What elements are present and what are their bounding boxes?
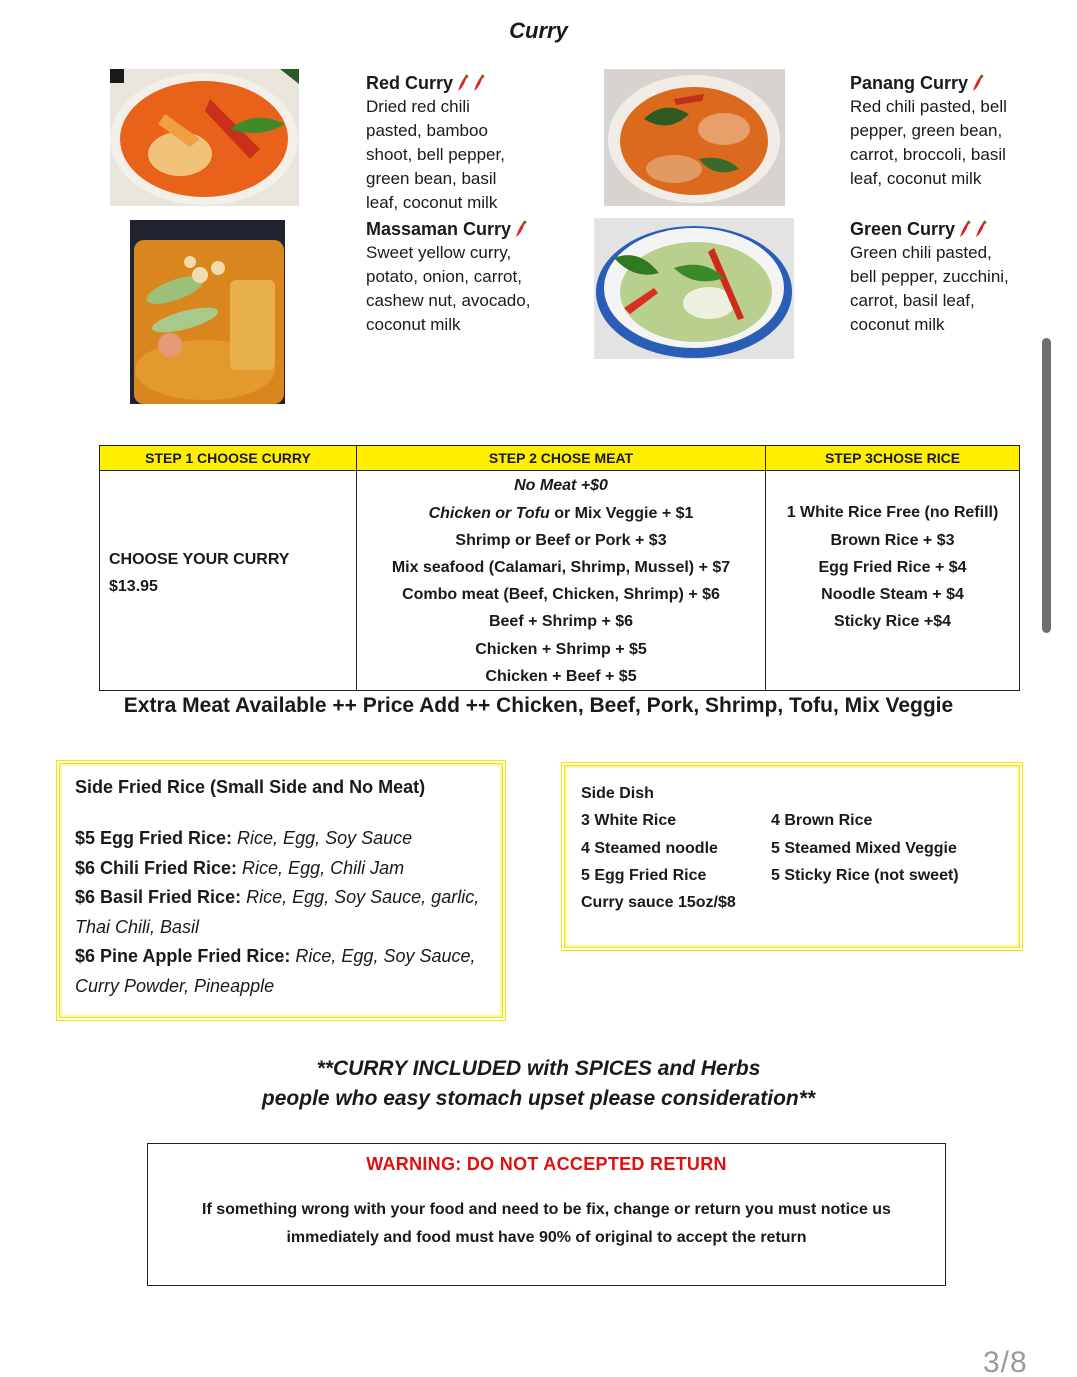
meat-option: Chicken + Beef + $5 <box>485 667 637 685</box>
warning-line: immediately and food must have 90% of original to accept the return <box>286 1229 807 1246</box>
massaman-curry-photo <box>130 220 285 404</box>
spice-note <box>0 1054 1077 1114</box>
side-dish-item: Curry sauce 15oz/$8 <box>581 894 736 912</box>
item-name: $6 Basil Fried Rice: <box>75 887 242 907</box>
curry-desc-line: leaf, coconut milk <box>366 193 498 212</box>
curry-desc-line: coconut milk <box>850 315 945 334</box>
curry-desc-line: leaf, coconut milk <box>850 169 982 188</box>
side-dish-title: Side Dish <box>581 785 654 802</box>
panang-curry-photo <box>604 69 785 206</box>
curry-desc-line: Green chili pasted, <box>850 243 992 262</box>
meat-option-rest: or Mix Veggie + $1 <box>549 504 694 522</box>
side-dish-item: 4 Steamed noodle <box>581 839 718 857</box>
page-title: Curry <box>509 18 568 43</box>
extra-meat-note: Extra Meat Available ++ Price Add ++ Chicken, Beef, Pork, Shrimp, Tofu, Mix Veggie <box>123 694 954 717</box>
item-name: $6 Chili Fried Rice: <box>75 857 238 878</box>
rice-option: Noodle Steam + $4 <box>821 585 964 603</box>
meat-option: Chicken + Shrimp + $5 <box>475 640 647 658</box>
rice-option: Brown Rice + $3 <box>830 531 955 549</box>
panang-curry-item <box>850 71 1050 191</box>
side-dish-grid <box>581 780 1003 916</box>
spice-note-line: people who easy stomach upset please consideration** <box>261 1087 816 1110</box>
curry-label: CHOOSE YOUR CURRY <box>109 550 290 568</box>
list-item <box>75 913 487 943</box>
chili-pepper-icon <box>457 74 469 92</box>
warning-line: If something wrong with your food and need to be fix, change or return you must notice us <box>202 1201 891 1218</box>
item-desc: Rice, Egg, Chili Jam <box>237 857 405 878</box>
curry-desc-line: cashew nut, avocado, <box>366 291 531 310</box>
table-header: STEP 3CHOSE RICE <box>765 446 1019 470</box>
meat-option: Beef + Shrimp + $6 <box>488 613 634 631</box>
chili-pepper-icon <box>959 220 971 238</box>
curry-name: Panang Curry <box>850 73 969 93</box>
curry-desc-line: coconut milk <box>366 315 461 334</box>
item-desc: Rice, Egg, Soy Sauce, <box>290 946 476 966</box>
side-dish-box <box>561 762 1023 951</box>
scrollbar-thumb[interactable] <box>1042 338 1051 633</box>
page-indicator: 3/8 <box>983 1346 1028 1377</box>
side-dish-item: 4 Brown Rice <box>771 812 873 830</box>
green-curry-photo <box>594 218 794 359</box>
item-name: $5 Egg Fried Rice: <box>75 828 233 848</box>
side-fried-title: Side Fried Rice (Small Side and No Meat) <box>75 777 426 797</box>
curry-desc-line: carrot, broccoli, basil <box>850 145 1006 164</box>
chili-pepper-icon <box>515 220 527 238</box>
warning-body <box>148 1196 945 1252</box>
meat-option <box>357 500 765 527</box>
curry-desc-line: bell pepper, zucchini, <box>850 267 1009 286</box>
curry-desc-line: Sweet yellow curry, <box>366 243 512 262</box>
meat-option-italic: Chicken or Tofu <box>428 504 550 522</box>
item-name: $6 Pine Apple Fried Rice: <box>75 946 291 966</box>
warning-box <box>147 1143 946 1286</box>
table-row <box>100 471 1019 690</box>
green-curry-item <box>850 217 1050 337</box>
red-curry-photo <box>110 69 299 206</box>
item-desc: Curry Powder, Pineapple <box>75 975 275 996</box>
side-dish-item: 5 Steamed Mixed Veggie <box>771 839 957 857</box>
curry-desc-line: green bean, basil <box>366 169 497 188</box>
side-dish-item: 3 White Rice <box>581 812 677 830</box>
meat-option: Mix seafood (Calamari, Shrimp, Mussel) + $7 <box>391 558 731 576</box>
side-dish-item: 5 Sticky Rice (not sweet) <box>771 866 959 884</box>
curry-desc-line: pepper, green bean, <box>850 121 1003 140</box>
table-header-row <box>100 446 1019 471</box>
list-item <box>75 972 487 1002</box>
list-item <box>75 824 487 854</box>
side-fried-rice-box <box>56 760 506 1021</box>
curry-name: Massaman Curry <box>366 219 512 239</box>
curry-desc-line: carrot, basil leaf, <box>850 291 975 310</box>
curry-name: Red Curry <box>366 73 454 93</box>
meat-option: Combo meat (Beef, Chicken, Shrimp) + $6 <box>402 586 720 604</box>
spice-note-line: **CURRY INCLUDED with SPICES and Herbs <box>316 1057 761 1080</box>
list-item <box>75 942 487 972</box>
list-item <box>75 883 487 913</box>
order-steps-table <box>99 445 1020 691</box>
list-item <box>75 854 487 884</box>
rice-option: Sticky Rice +$4 <box>834 613 951 631</box>
side-dish-item: 5 Egg Fried Rice <box>581 866 707 884</box>
item-desc: Thai Chili, Basil <box>75 916 200 937</box>
rice-option: Egg Fried Rice + $4 <box>818 558 967 576</box>
curry-desc-line: Red chili pasted, bell <box>850 97 1007 116</box>
curry-desc-line: pasted, bamboo <box>366 121 488 140</box>
curry-desc-line: Dried red chili <box>366 97 470 116</box>
table-header: STEP 2 CHOSE MEAT <box>356 446 765 470</box>
item-desc: Rice, Egg, Soy Sauce <box>232 828 413 848</box>
chili-pepper-icon <box>473 74 485 92</box>
curry-name: Green Curry <box>850 219 956 239</box>
curry-desc-line: shoot, bell pepper, <box>366 145 505 164</box>
item-desc: Rice, Egg, Soy Sauce, garlic, <box>241 887 480 907</box>
side-dish-item <box>771 889 1003 916</box>
meat-option: No Meat +$0 <box>514 477 608 495</box>
rice-options-cell <box>765 471 1019 690</box>
chili-pepper-icon <box>972 74 984 92</box>
side-dish-spacer <box>771 780 1003 807</box>
curry-price-cell <box>100 471 356 690</box>
massaman-curry-item <box>366 217 566 337</box>
curry-desc-line: potato, onion, carrot, <box>366 267 522 286</box>
chili-pepper-icon <box>975 220 987 238</box>
table-header: STEP 1 CHOOSE CURRY <box>145 450 311 467</box>
red-curry-item <box>366 71 566 215</box>
rice-option: 1 White Rice Free (no Refill) <box>786 504 999 522</box>
meat-option: Shrimp or Beef or Pork + $3 <box>455 531 667 549</box>
curry-price: $13.95 <box>109 577 158 595</box>
warning-title: WARNING: DO NOT ACCEPTED RETURN <box>366 1154 727 1174</box>
meat-options-cell <box>356 471 765 690</box>
